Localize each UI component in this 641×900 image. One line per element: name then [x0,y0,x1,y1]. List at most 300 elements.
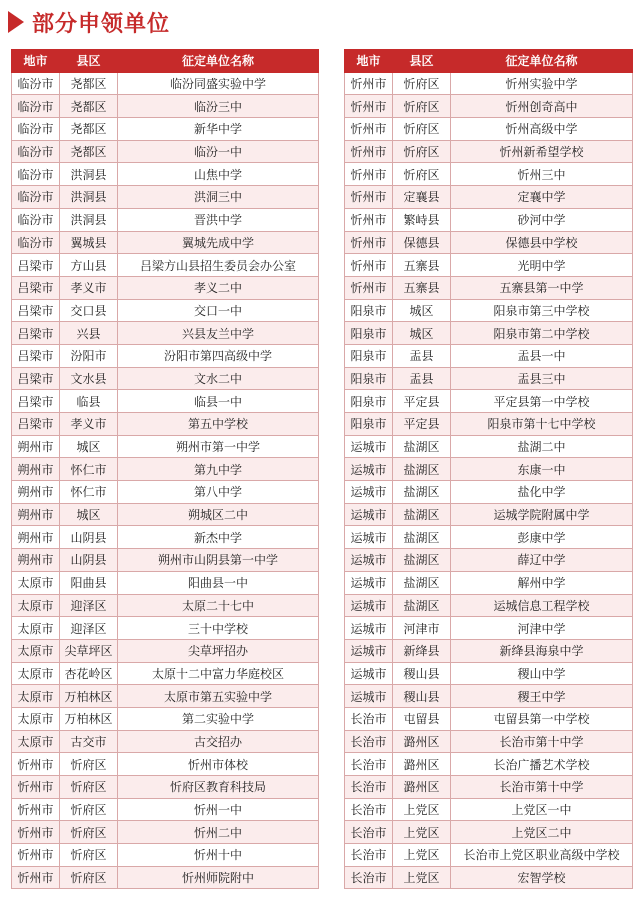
cell-district: 忻府区 [60,866,118,889]
table-row [12,844,319,867]
cell-district: 上党区 [393,866,451,889]
cell-unit-name: 河津中学 [451,617,633,640]
cell-district: 万柏林区 [60,707,118,730]
table-row [345,730,633,753]
cell-district: 尧都区 [60,95,118,118]
table-row [345,231,633,254]
triangle-bullet-icon [8,11,24,33]
table-row [12,503,319,526]
table-row [345,276,633,299]
table-row [12,639,319,662]
cell-city: 运城市 [345,458,393,481]
table-row [345,844,633,867]
cell-district: 孝义市 [60,413,118,436]
cell-city: 太原市 [12,571,60,594]
cell-unit-name: 盐化中学 [451,481,633,504]
cell-city: 长治市 [345,753,393,776]
cell-unit-name: 忻州新希望学校 [451,140,633,163]
cell-district: 忻府区 [60,798,118,821]
cell-district: 尧都区 [60,72,118,95]
cell-district: 洪洞县 [60,186,118,209]
table-row [12,730,319,753]
cell-unit-name: 东康一中 [451,458,633,481]
cell-city: 朔州市 [12,503,60,526]
cell-unit-name: 汾阳市第四高级中学 [118,344,319,367]
cell-city: 临汾市 [12,118,60,141]
cell-unit-name: 新绛县海泉中学 [451,639,633,662]
table-row [345,503,633,526]
cell-district: 忻府区 [393,95,451,118]
cell-city: 忻州市 [345,140,393,163]
cell-district: 交口县 [60,299,118,322]
cell-city: 运城市 [345,503,393,526]
cell-district: 城区 [393,322,451,345]
cell-district: 盐湖区 [393,481,451,504]
cell-unit-name: 彭康中学 [451,526,633,549]
cell-unit-name: 稷王中学 [451,685,633,708]
table-row [12,413,319,436]
cell-city: 运城市 [345,639,393,662]
cell-unit-name: 吕梁方山县招生委员会办公室 [118,254,319,277]
cell-city: 吕梁市 [12,344,60,367]
table-row [345,458,633,481]
cell-unit-name: 五寨县第一中学 [451,276,633,299]
cell-district: 上党区 [393,821,451,844]
cell-city: 运城市 [345,685,393,708]
table-row [345,662,633,685]
cell-city: 忻州市 [12,866,60,889]
cell-unit-name: 忻州一中 [118,798,319,821]
cell-district: 忻府区 [393,118,451,141]
cell-city: 太原市 [12,594,60,617]
table-row [12,435,319,458]
cell-district: 稷山县 [393,685,451,708]
cell-district: 城区 [393,299,451,322]
cell-unit-name: 长治市第十中学 [451,776,633,799]
cell-district: 临县 [60,390,118,413]
cell-unit-name: 交口一中 [118,299,319,322]
cell-city: 太原市 [12,707,60,730]
cell-district: 潞州区 [393,730,451,753]
cell-district: 城区 [60,503,118,526]
cell-unit-name: 忻府区教育科技局 [118,776,319,799]
cell-unit-name: 屯留县第一中学校 [451,707,633,730]
cell-district: 盐湖区 [393,549,451,572]
cell-city: 忻州市 [345,254,393,277]
cell-district: 尧都区 [60,140,118,163]
cell-district: 城区 [60,435,118,458]
cell-city: 运城市 [345,526,393,549]
cell-unit-name: 忻州师院附中 [118,866,319,889]
cell-city: 忻州市 [12,844,60,867]
cell-district: 兴县 [60,322,118,345]
cell-city: 忻州市 [345,276,393,299]
units-table-left [11,49,319,889]
cell-district: 迎泽区 [60,617,118,640]
cell-unit-name: 第五中学校 [118,413,319,436]
cell-district: 忻府区 [393,72,451,95]
table-row [12,617,319,640]
cell-city: 朔州市 [12,458,60,481]
cell-city: 忻州市 [12,776,60,799]
cell-unit-name: 第九中学 [118,458,319,481]
cell-city: 临汾市 [12,186,60,209]
table-row [345,617,633,640]
cell-district: 盂县 [393,344,451,367]
table-row [12,276,319,299]
cell-district: 忻府区 [393,163,451,186]
cell-city: 忻州市 [345,163,393,186]
cell-unit-name: 第二实验中学 [118,707,319,730]
cell-district: 盐湖区 [393,435,451,458]
table-row [12,549,319,572]
cell-unit-name: 盐湖二中 [451,435,633,458]
cell-city: 太原市 [12,685,60,708]
cell-city: 运城市 [345,594,393,617]
cell-unit-name: 薛辽中学 [451,549,633,572]
table-row [345,753,633,776]
cell-district: 忻府区 [60,844,118,867]
cell-unit-name: 山焦中学 [118,163,319,186]
cell-unit-name: 上党区二中 [451,821,633,844]
cell-unit-name: 新杰中学 [118,526,319,549]
table-row [12,798,319,821]
table-row [12,140,319,163]
cell-city: 吕梁市 [12,254,60,277]
cell-unit-name: 朔州市第一中学 [118,435,319,458]
cell-district: 忻府区 [393,140,451,163]
cell-city: 临汾市 [12,231,60,254]
cell-city: 长治市 [345,821,393,844]
cell-unit-name: 古交招办 [118,730,319,753]
table-row [12,254,319,277]
cell-district: 盐湖区 [393,594,451,617]
cell-city: 朔州市 [12,481,60,504]
cell-district: 孝义市 [60,276,118,299]
cell-district: 古交市 [60,730,118,753]
table-row [12,866,319,889]
cell-district: 怀仁市 [60,458,118,481]
cell-unit-name: 保德县中学校 [451,231,633,254]
cell-city: 临汾市 [12,95,60,118]
table-row [12,707,319,730]
cell-unit-name: 忻州三中 [451,163,633,186]
cell-city: 阳泉市 [345,322,393,345]
cell-district: 盐湖区 [393,526,451,549]
table-row [12,72,319,95]
cell-city: 长治市 [345,730,393,753]
table-row [345,140,633,163]
cell-district: 平定县 [393,413,451,436]
cell-unit-name: 孝义二中 [118,276,319,299]
cell-district: 上党区 [393,844,451,867]
cell-unit-name: 新华中学 [118,118,319,141]
cell-city: 忻州市 [345,231,393,254]
table-row [12,322,319,345]
column-header-unit: 征定单位名称 [118,50,319,73]
cell-city: 忻州市 [12,753,60,776]
cell-district: 上党区 [393,798,451,821]
table-row [345,322,633,345]
cell-unit-name: 临县一中 [118,390,319,413]
cell-district: 怀仁市 [60,481,118,504]
cell-district: 尖草坪区 [60,639,118,662]
cell-unit-name: 阳泉市第三中学校 [451,299,633,322]
column-header-district: 县区 [393,50,451,73]
cell-unit-name: 解州中学 [451,571,633,594]
cell-district: 定襄县 [393,186,451,209]
cell-district: 尧都区 [60,118,118,141]
cell-district: 潞州区 [393,753,451,776]
cell-unit-name: 忻州市体校 [118,753,319,776]
table-row [12,208,319,231]
cell-unit-name: 忻州二中 [118,821,319,844]
table-row [345,594,633,617]
table-row [12,299,319,322]
cell-district: 山阴县 [60,549,118,572]
cell-unit-name: 长治市第十中学 [451,730,633,753]
cell-district: 汾阳市 [60,344,118,367]
table-row [345,367,633,390]
units-table-right [344,49,633,889]
cell-city: 吕梁市 [12,390,60,413]
table-row [12,571,319,594]
cell-unit-name: 忻州创奇高中 [451,95,633,118]
cell-city: 吕梁市 [12,276,60,299]
table-row [345,821,633,844]
cell-district: 山阴县 [60,526,118,549]
cell-district: 方山县 [60,254,118,277]
cell-unit-name: 太原十二中富力华庭校区 [118,662,319,685]
cell-unit-name: 忻州十中 [118,844,319,867]
cell-unit-name: 朔城区二中 [118,503,319,526]
cell-unit-name: 洪洞三中 [118,186,319,209]
table-row [345,639,633,662]
cell-district: 万柏林区 [60,685,118,708]
cell-city: 太原市 [12,730,60,753]
cell-unit-name: 晋洪中学 [118,208,319,231]
table-row [12,776,319,799]
table-header-row [12,50,319,73]
cell-city: 运城市 [345,571,393,594]
cell-city: 忻州市 [12,798,60,821]
column-header-district: 县区 [60,50,118,73]
cell-city: 忻州市 [345,186,393,209]
table-row [12,95,319,118]
cell-unit-name: 运城学院附属中学 [451,503,633,526]
cell-district: 忻府区 [60,821,118,844]
table-row [345,798,633,821]
cell-city: 运城市 [345,617,393,640]
cell-city: 吕梁市 [12,367,60,390]
cell-district: 杏花岭区 [60,662,118,685]
column-header-city: 地市 [345,50,393,73]
cell-city: 太原市 [12,617,60,640]
table-row [12,390,319,413]
cell-unit-name: 稷山中学 [451,662,633,685]
column-header-unit: 征定单位名称 [451,50,633,73]
column-header-city: 地市 [12,50,60,73]
cell-city: 忻州市 [345,118,393,141]
cell-unit-name: 朔州市山阴县第一中学 [118,549,319,572]
table-row [345,254,633,277]
cell-unit-name: 上党区一中 [451,798,633,821]
cell-city: 忻州市 [345,208,393,231]
cell-city: 太原市 [12,662,60,685]
cell-city: 吕梁市 [12,299,60,322]
cell-city: 朔州市 [12,435,60,458]
cell-district: 忻府区 [60,753,118,776]
cell-unit-name: 太原二十七中 [118,594,319,617]
cell-unit-name: 三十中学校 [118,617,319,640]
cell-district: 忻府区 [60,776,118,799]
table-row [12,118,319,141]
cell-unit-name: 长治广播艺术学校 [451,753,633,776]
cell-district: 新绛县 [393,639,451,662]
cell-unit-name: 宏智学校 [451,866,633,889]
cell-district: 保德县 [393,231,451,254]
cell-city: 临汾市 [12,208,60,231]
page-title: 部分申领单位 [32,11,171,37]
cell-district: 稷山县 [393,662,451,685]
cell-city: 阳泉市 [345,344,393,367]
cell-district: 河津市 [393,617,451,640]
table-row [345,776,633,799]
table-row [345,344,633,367]
cell-city: 长治市 [345,866,393,889]
table-row [345,118,633,141]
table-row [345,549,633,572]
table-row [12,821,319,844]
cell-unit-name: 阳曲县一中 [118,571,319,594]
cell-city: 忻州市 [345,95,393,118]
cell-unit-name: 长治市上党区职业高级中学校 [451,844,633,867]
table-row [345,707,633,730]
table-row [12,186,319,209]
table-row [345,685,633,708]
table-row [12,344,319,367]
table-row [12,481,319,504]
table-row [345,390,633,413]
table-row [345,481,633,504]
table-row [12,367,319,390]
table-row [12,526,319,549]
cell-unit-name: 忻州高级中学 [451,118,633,141]
cell-district: 五寨县 [393,276,451,299]
cell-unit-name: 兴县友兰中学 [118,322,319,345]
cell-district: 阳曲县 [60,571,118,594]
cell-district: 洪洞县 [60,163,118,186]
cell-unit-name: 第八中学 [118,481,319,504]
section-header [8,6,170,38]
cell-city: 临汾市 [12,140,60,163]
cell-city: 太原市 [12,639,60,662]
cell-district: 潞州区 [393,776,451,799]
cell-district: 盂县 [393,367,451,390]
cell-district: 翼城县 [60,231,118,254]
cell-city: 阳泉市 [345,367,393,390]
cell-unit-name: 平定县第一中学校 [451,390,633,413]
cell-district: 屯留县 [393,707,451,730]
cell-city: 长治市 [345,776,393,799]
cell-city: 运城市 [345,435,393,458]
table-row [12,163,319,186]
cell-city: 吕梁市 [12,413,60,436]
cell-district: 五寨县 [393,254,451,277]
cell-district: 盐湖区 [393,458,451,481]
table-row [345,163,633,186]
cell-unit-name: 翼城先成中学 [118,231,319,254]
cell-city: 阳泉市 [345,299,393,322]
cell-unit-name: 临汾三中 [118,95,319,118]
cell-unit-name: 太原市第五实验中学 [118,685,319,708]
table-header-row [345,50,633,73]
cell-unit-name: 盂县三中 [451,367,633,390]
cell-city: 吕梁市 [12,322,60,345]
table-row [345,413,633,436]
cell-unit-name: 定襄中学 [451,186,633,209]
table-row [345,208,633,231]
cell-unit-name: 忻州实验中学 [451,72,633,95]
cell-unit-name: 临汾同盛实验中学 [118,72,319,95]
cell-city: 忻州市 [12,821,60,844]
cell-district: 文水县 [60,367,118,390]
cell-city: 长治市 [345,798,393,821]
cell-city: 临汾市 [12,72,60,95]
cell-district: 洪洞县 [60,208,118,231]
cell-city: 长治市 [345,707,393,730]
table-row [345,526,633,549]
cell-city: 阳泉市 [345,390,393,413]
table-row [12,231,319,254]
table-row [12,753,319,776]
cell-unit-name: 阳泉市第二中学校 [451,322,633,345]
cell-unit-name: 运城信息工程学校 [451,594,633,617]
cell-city: 阳泉市 [345,413,393,436]
table-row [345,866,633,889]
cell-unit-name: 临汾一中 [118,140,319,163]
table-row [345,186,633,209]
cell-unit-name: 光明中学 [451,254,633,277]
cell-city: 长治市 [345,844,393,867]
table-row [345,299,633,322]
table-row [345,72,633,95]
table-row [12,662,319,685]
table-row [345,95,633,118]
cell-unit-name: 盂县一中 [451,344,633,367]
table-row [345,435,633,458]
cell-city: 朔州市 [12,549,60,572]
cell-city: 忻州市 [345,72,393,95]
cell-district: 繁峙县 [393,208,451,231]
cell-city: 朔州市 [12,526,60,549]
table-row [12,458,319,481]
cell-city: 运城市 [345,481,393,504]
table-row [345,571,633,594]
cell-unit-name: 阳泉市第十七中学校 [451,413,633,436]
cell-unit-name: 尖草坪招办 [118,639,319,662]
table-row [12,685,319,708]
cell-unit-name: 砂河中学 [451,208,633,231]
cell-city: 运城市 [345,549,393,572]
cell-district: 盐湖区 [393,571,451,594]
cell-city: 临汾市 [12,163,60,186]
cell-district: 盐湖区 [393,503,451,526]
table-row [12,594,319,617]
cell-city: 运城市 [345,662,393,685]
cell-district: 迎泽区 [60,594,118,617]
cell-unit-name: 文水二中 [118,367,319,390]
